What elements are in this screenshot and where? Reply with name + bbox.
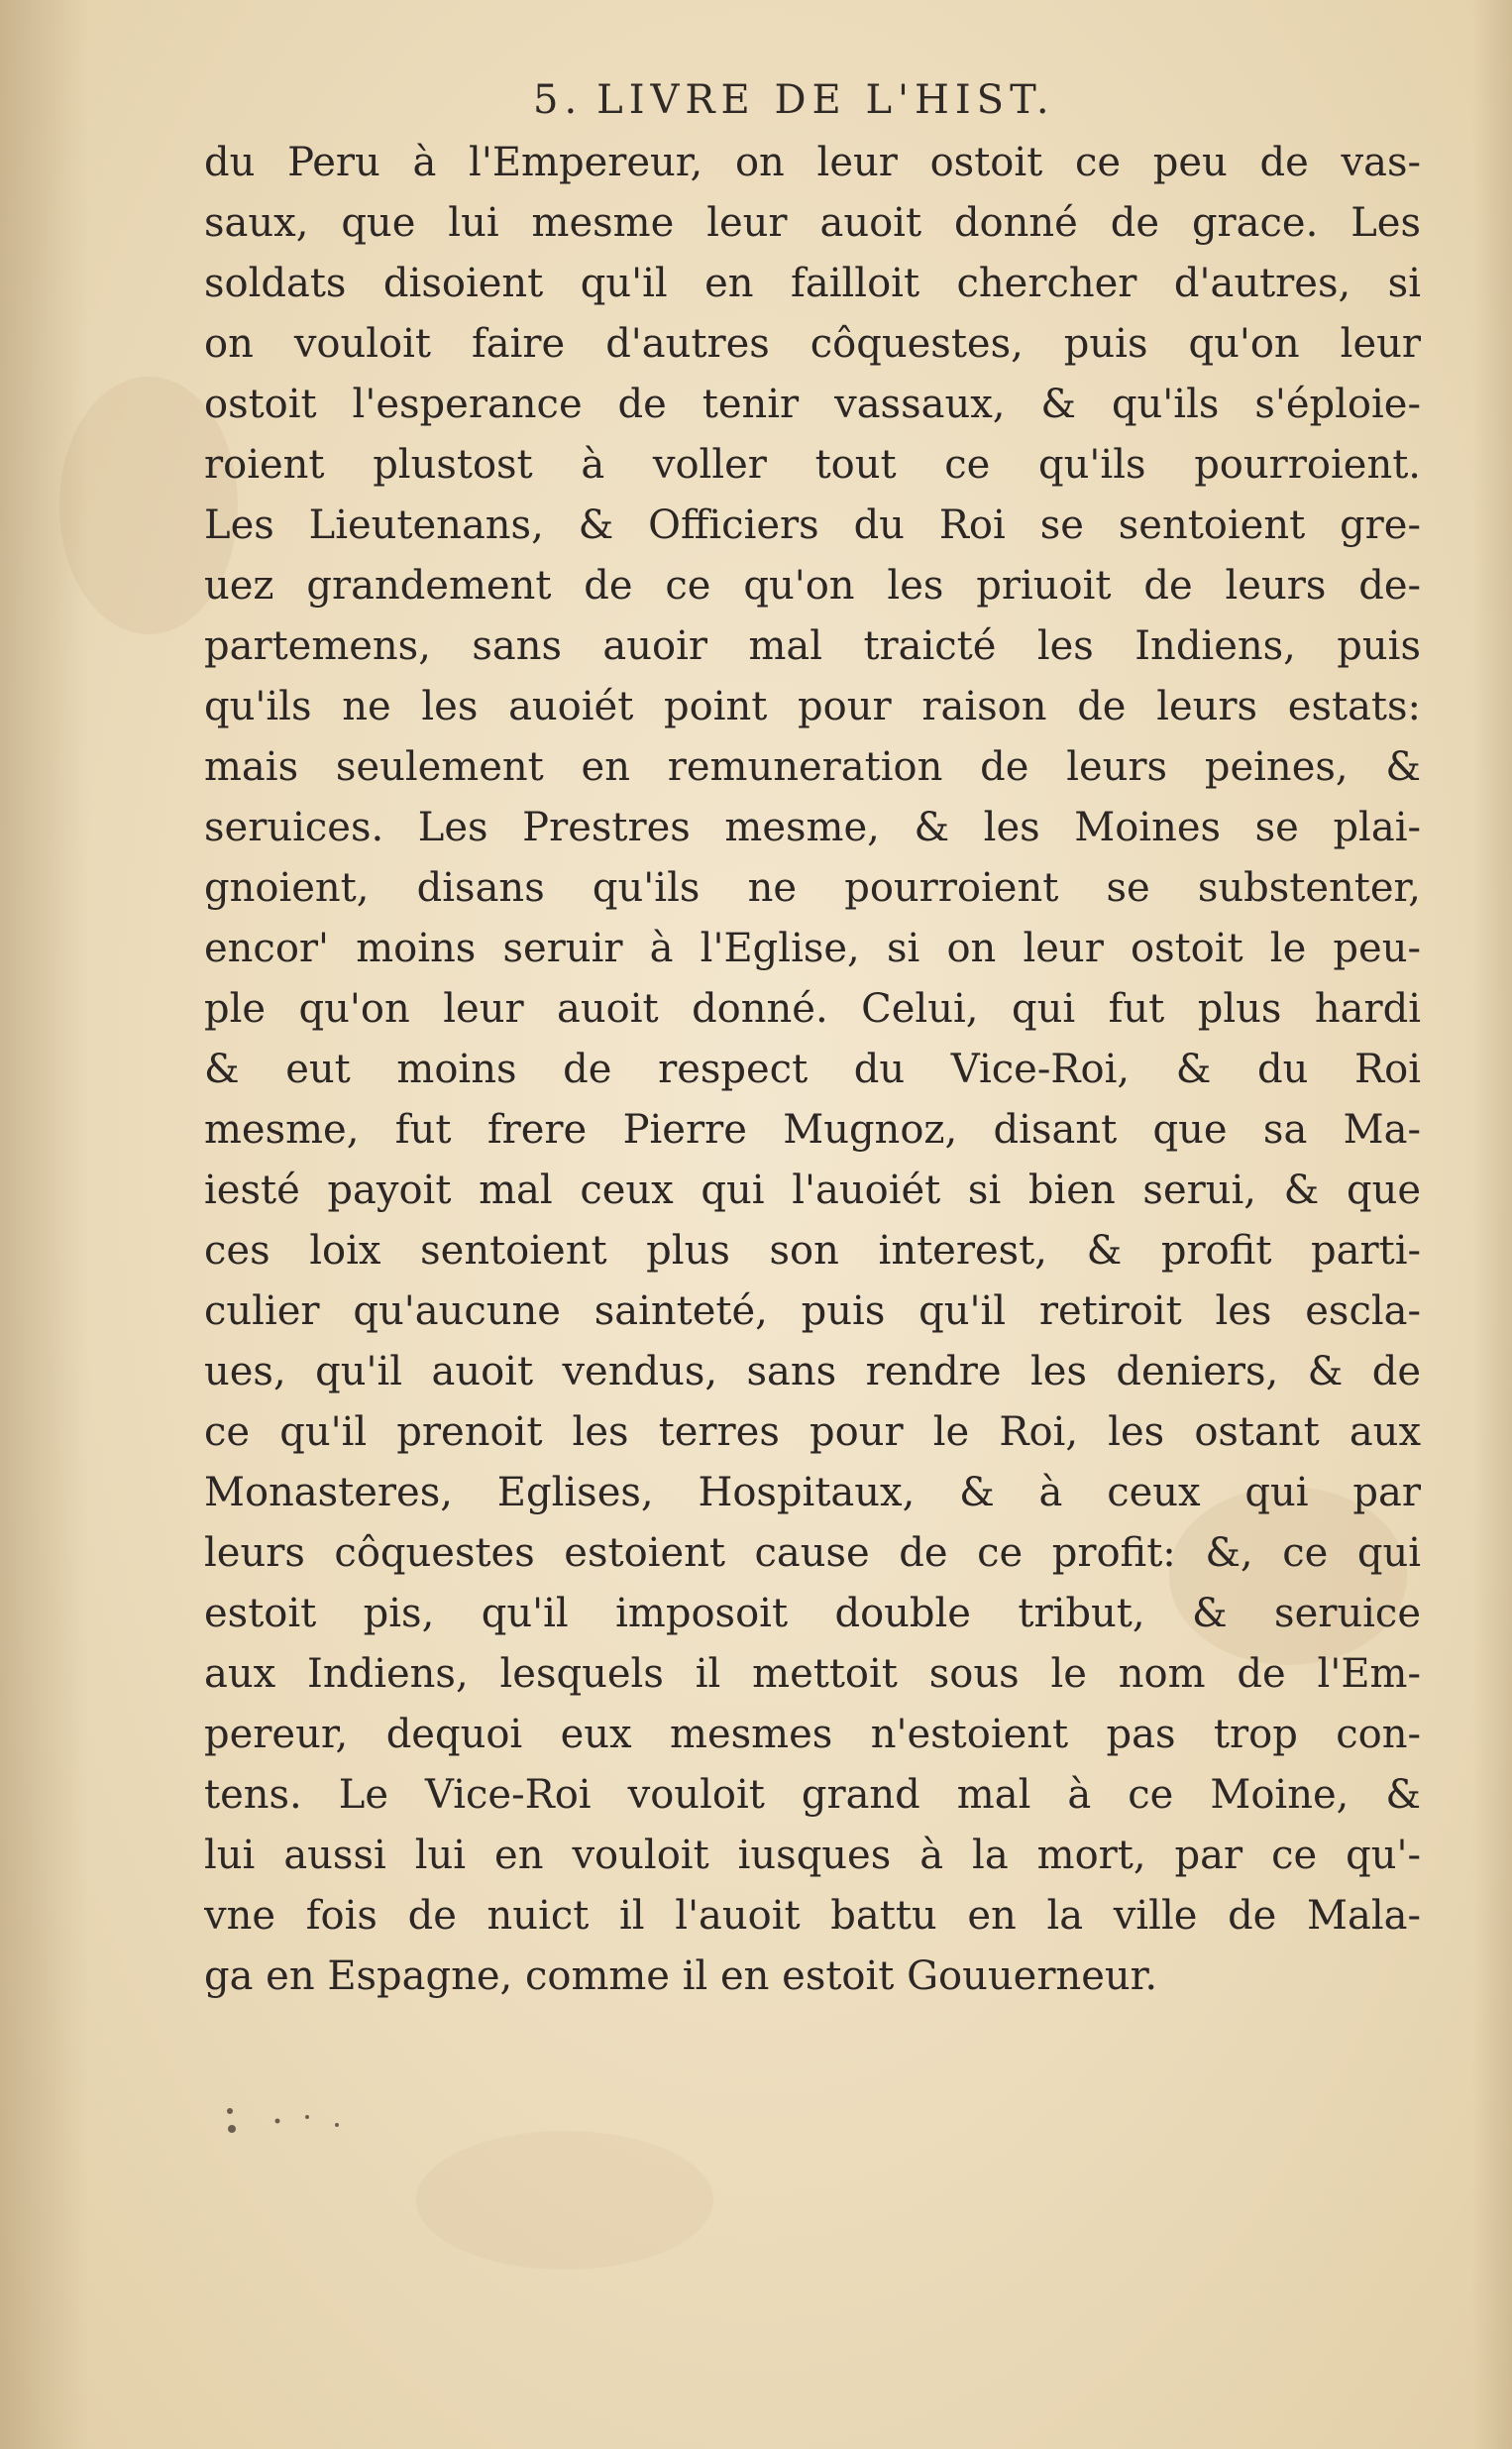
running-title: LIVRE DE L'HIST. (596, 77, 1055, 123)
text-line: vne fois de nuict il l'auoit battu en la ville de Mala- (204, 1893, 1421, 1939)
text-line: encor' moins seruir à l'Eglise, si on leur ostoit le peu- (204, 926, 1421, 971)
text-line: seruices. Les Prestres mesme, & les Moines se plai- (204, 805, 1421, 850)
page-number: 5. (533, 77, 584, 123)
text-line: Monasteres, Eglises, Hospitaux, & à ceux qui par (204, 1470, 1421, 1515)
text-line: on vouloit faire d'autres côquestes, puis qu'on leur (204, 321, 1421, 367)
text-line: ces loix sentoient plus son interest, & profit parti- (204, 1228, 1421, 1274)
text-line: ce qu'il prenoit les terres pour le Roi, les ostant aux (204, 1409, 1421, 1455)
text-line: soldats disoient qu'il en failloit chercher d'autres, si (204, 261, 1421, 306)
text-line: saux, que lui mesme leur auoit donné de grace. Les (204, 200, 1421, 246)
text-line: ple qu'on leur auoit donné. Celui, qui fut plus hardi (204, 986, 1421, 1032)
text-line: leurs côquestes estoient cause de ce profit: &, ce qui (204, 1530, 1421, 1576)
text-line: tens. Le Vice-Roi vouloit grand mal à ce Moine, & (204, 1772, 1421, 1818)
text-line: partemens, sans auoir mal traicté les Indiens, puis (204, 623, 1421, 669)
text-line: uez grandement de ce qu'on les priuoit de leurs de- (204, 563, 1421, 609)
text-line: estoit pis, qu'il imposoit double tribut, & seruice (204, 1591, 1421, 1636)
text-line: culier qu'aucune sainteté, puis qu'il retiroit les escla- (204, 1288, 1421, 1334)
body-text (204, 133, 1421, 2007)
text-line: iesté payoit mal ceux qui l'auoiét si bien serui, & que (204, 1168, 1421, 1213)
paper-stain (416, 2131, 713, 2270)
ink-specks (218, 2091, 377, 2151)
text-line: pereur, dequoi eux mesmes n'estoient pas trop con- (204, 1712, 1421, 1757)
text-line: qu'ils ne les auoiét point pour raison de leurs estats: (204, 684, 1421, 729)
text-line: ostoit l'esperance de tenir vassaux, & qu'ils s'éploie- (204, 382, 1421, 427)
edge-shadow (1472, 0, 1512, 2449)
running-head (533, 77, 1128, 123)
gutter-shadow (0, 0, 89, 2449)
text-line: Les Lieutenans, & Officiers du Roi se sentoient gre- (204, 502, 1421, 548)
text-line: ga en Espagne, comme il en estoit Gouuerneur. (204, 1953, 1158, 1999)
text-line: aux Indiens, lesquels il mettoit sous le nom de l'Em- (204, 1651, 1421, 1697)
text-line: & eut moins de respect du Vice-Roi, & du Roi (204, 1047, 1421, 1092)
text-line: mais seulement en remuneration de leurs peines, & (204, 744, 1421, 790)
text-line: mesme, fut frere Pierre Mugnoz, disant que sa Ma- (204, 1107, 1421, 1153)
text-line: du Peru à l'Empereur, on leur ostoit ce peu de vas- (204, 140, 1421, 185)
text-line: lui aussi lui en vouloit iusques à la mort, par ce qu'- (204, 1833, 1421, 1878)
text-line: ues, qu'il auoit vendus, sans rendre les deniers, & de (204, 1349, 1421, 1394)
text-line: roient plustost à voller tout ce qu'ils pourroient. (204, 442, 1421, 488)
text-line: gnoient, disans qu'ils ne pourroient se substenter, (204, 865, 1421, 911)
